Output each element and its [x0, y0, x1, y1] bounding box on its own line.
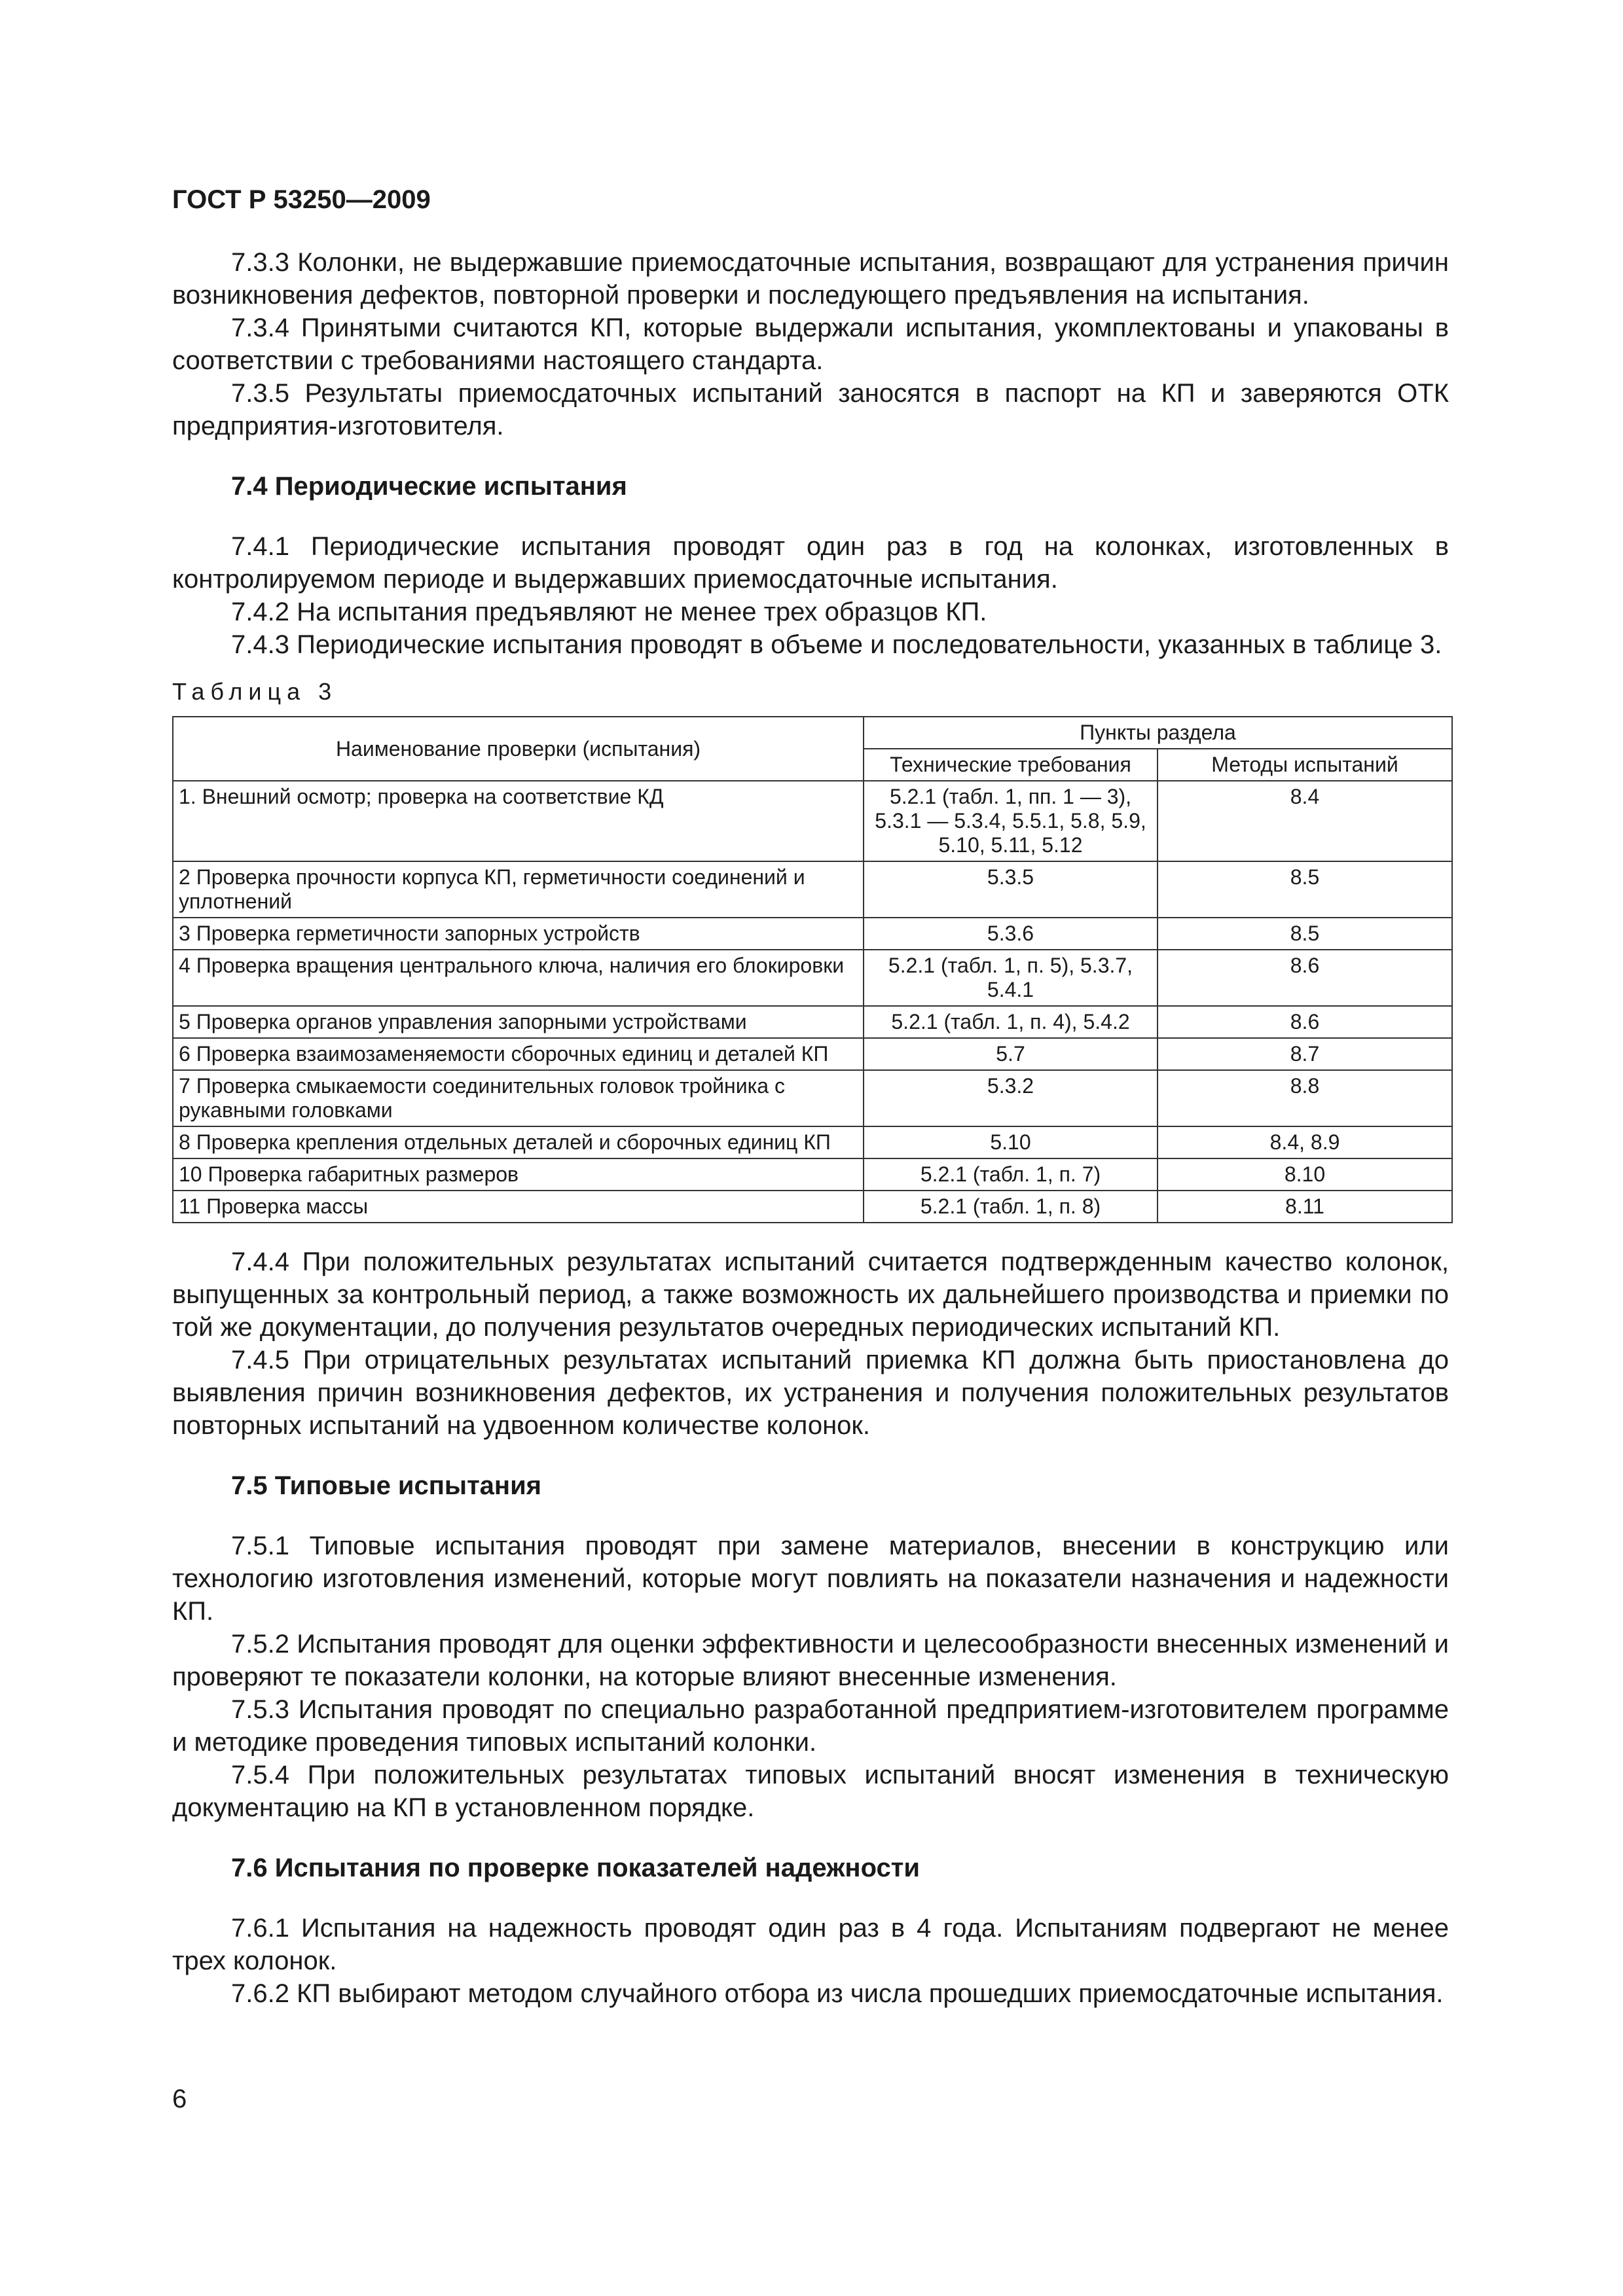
cell-tech-requirements: 5.2.1 (табл. 1, пп. 1 — 3), 5.3.1 — 5.3.4, 5.5.1, 5.8, 5.9, 5.10, 5.11, 5.12 [864, 781, 1158, 861]
header-test-name: Наименование проверки (испытания) [173, 717, 864, 781]
cell-tech-requirements: 5.2.1 (табл. 1, п. 5), 5.3.7, 5.4.1 [864, 950, 1158, 1006]
cell-test-name: 1. Внешний осмотр; проверка на соответствие КД [173, 781, 864, 861]
header-test-methods: Методы испытаний [1158, 749, 1452, 781]
cell-test-name: 3 Проверка герметичности запорных устройств [173, 918, 864, 950]
paragraph-7-6-1: 7.6.1 Испытания на надежность проводят один раз в 4 года. Испытаниям подвергают не менее трех колонок. [172, 1914, 1449, 1975]
paragraph-7-5-4: 7.5.4 При положительных результатах типовых испытаний вносят изменения в техническую документацию на КП в установленном порядке. [172, 1761, 1449, 1822]
table-row [173, 918, 1452, 950]
cell-tech-requirements: 5.3.2 [864, 1070, 1158, 1126]
cell-test-methods: 8.5 [1158, 861, 1452, 918]
cell-tech-requirements: 5.7 [864, 1038, 1158, 1070]
cell-test-name: 6 Проверка взаимозаменяемости сборочных единиц и деталей КП [173, 1038, 864, 1070]
cell-test-methods: 8.11 [1158, 1191, 1452, 1223]
paragraph-7-6-2: 7.6.2 КП выбирают методом случайного отбора из числа прошедших приемосдаточные испытания. [231, 1979, 1444, 2008]
table-row [173, 1191, 1452, 1223]
paragraph-7-4-1: 7.4.1 Периодические испытания проводят один раз в год на колонках, изготовленных в контролируемом периоде и выдержавших приемосдаточные испытания. [172, 532, 1449, 594]
document-id-header: ГОСТ Р 53250—2009 [172, 185, 431, 214]
paragraph-7-5-3: 7.5.3 Испытания проводят по специально разработанной предприятием-изготовителем программе и методике проведения типовых испытаний колонки. [172, 1695, 1449, 1757]
table-row [173, 781, 1452, 861]
cell-test-methods: 8.7 [1158, 1038, 1452, 1070]
paragraph-7-3-5: 7.3.5 Результаты приемосдаточных испытаний заносятся в паспорт на КП и заверяются ОТК предприятия-изготовителя. [172, 379, 1449, 440]
table-row [173, 1038, 1452, 1070]
cell-test-methods: 8.8 [1158, 1070, 1452, 1126]
table-row [173, 1006, 1452, 1038]
cell-test-name: 4 Проверка вращения центрального ключа, наличия его блокировки [173, 950, 864, 1006]
paragraph-7-5-2: 7.5.2 Испытания проводят для оценки эффективности и целесообразности внесенных изменений и проверяют те показатели колонки, на которые влияют внесенные изменения. [172, 1630, 1449, 1691]
cell-test-name: 10 Проверка габаритных размеров [173, 1158, 864, 1191]
cell-test-name: 7 Проверка смыкаемости соединительных головок тройника с рукавными головками [173, 1070, 864, 1126]
cell-test-methods: 8.6 [1158, 1006, 1452, 1038]
cell-test-methods: 8.10 [1158, 1158, 1452, 1191]
cell-test-methods: 8.5 [1158, 918, 1452, 950]
cell-test-name: 2 Проверка прочности корпуса КП, герметичности соединений и уплотнений [173, 861, 864, 918]
paragraph-7-4-3: 7.4.3 Периодические испытания проводят в объеме и последовательности, указанных в таблице 3. [231, 630, 1442, 659]
cell-tech-requirements: 5.2.1 (табл. 1, п. 4), 5.4.2 [864, 1006, 1158, 1038]
cell-test-name: 11 Проверка массы [173, 1191, 864, 1223]
cell-test-name: 5 Проверка органов управления запорными устройствами [173, 1006, 864, 1038]
paragraph-7-4-2: 7.4.2 На испытания предъявляют не менее трех образцов КП. [231, 598, 987, 626]
paragraph-7-3-4: 7.3.4 Принятыми считаются КП, которые выдержали испытания, укомплектованы и упакованы в соответствии с требованиями настоящего стандарта. [172, 314, 1449, 375]
cell-tech-requirements: 5.10 [864, 1126, 1158, 1158]
cell-tech-requirements: 5.3.5 [864, 861, 1158, 918]
paragraph-7-4-4: 7.4.4 При положительных результатах испытаний считается подтвержденным качество колонок, выпущенных за контрольный период, а также возможность их дальнейшего производства и приемки по той же документации, до получения результатов очередных периодических испытаний КП. [172, 1247, 1449, 1342]
paragraph-7-5-1: 7.5.1 Типовые испытания проводят при замене материалов, внесении в конструкцию или технологию изготовления изменений, которые могут повлиять на показатели назначения и надежности КП. [172, 1532, 1449, 1626]
section-title-7-5: 7.5 Типовые испытания [231, 1471, 542, 1500]
document-page [172, 183, 1449, 2010]
table-caption: Таблица 3 [172, 678, 338, 705]
table-row [173, 1126, 1452, 1158]
cell-tech-requirements: 5.2.1 (табл. 1, п. 7) [864, 1158, 1158, 1191]
cell-test-methods: 8.4 [1158, 781, 1452, 861]
cell-test-name: 8 Проверка крепления отдельных деталей и сборочных единиц КП [173, 1126, 864, 1158]
table-row [173, 1070, 1452, 1126]
cell-tech-requirements: 5.3.6 [864, 918, 1158, 950]
table-3 [172, 716, 1453, 1223]
table-row [173, 950, 1452, 1006]
page-number: 6 [172, 2085, 187, 2113]
paragraph-7-3-3: 7.3.3 Колонки, не выдержавшие приемосдаточные испытания, возвращают для устранения причин возникновения дефектов, повторной проверки и последующего предъявления на испытания. [172, 248, 1449, 310]
header-tech-requirements: Технические требования [864, 749, 1158, 781]
cell-test-methods: 8.4, 8.9 [1158, 1126, 1452, 1158]
section-title-7-6: 7.6 Испытания по проверке показателей надежности [231, 1854, 920, 1882]
paragraph-7-4-5: 7.4.5 При отрицательных результатах испытаний приемка КП должна быть приостановлена до выявления причин возникновения дефектов, их устранения и получения положительных результатов повторных испытаний на удвоенном количестве колонок. [172, 1346, 1449, 1440]
table-row [173, 1158, 1452, 1191]
cell-tech-requirements: 5.2.1 (табл. 1, п. 8) [864, 1191, 1158, 1223]
table-header-row [173, 717, 1452, 749]
section-title-7-4: 7.4 Периодические испытания [231, 472, 627, 501]
table-row [173, 861, 1452, 918]
cell-test-methods: 8.6 [1158, 950, 1452, 1006]
header-section-items: Пункты раздела [864, 717, 1452, 749]
